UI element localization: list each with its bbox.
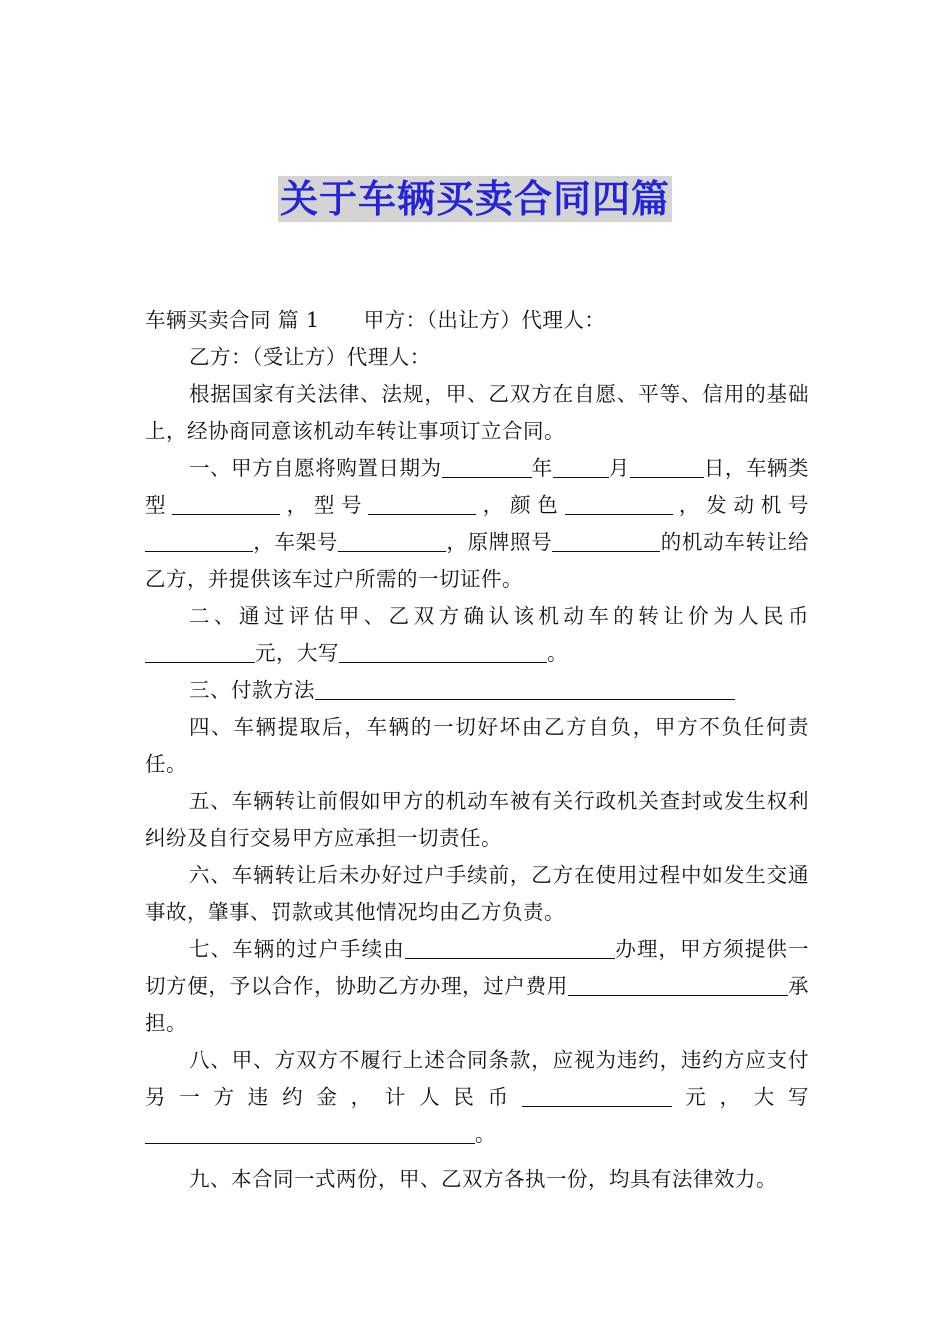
label-vehicle-type: 日，车辆类型 bbox=[145, 456, 810, 517]
clause-7 bbox=[145, 931, 809, 1042]
clause-7-end: 承担。 bbox=[145, 974, 810, 1035]
clause-8 bbox=[145, 1042, 809, 1153]
clause-3 bbox=[145, 672, 809, 709]
clause-5: 五、车辆转让前假如甲方的机动车被有关行政机关查封或发生权利纠纷及自行交易甲方应承担一切责任。 bbox=[145, 789, 809, 850]
label-plate-number: ，原牌照号 bbox=[446, 530, 553, 554]
party-b-line: 乙方：（受让方）代理人： bbox=[189, 345, 431, 369]
intro-paragraph: 根据国家有关法律、法规，甲、乙双方在自愿、平等、信用的基础上，经协商同意该机动车转让事项订立合同。 bbox=[145, 382, 809, 443]
label-model: ，型号 bbox=[280, 493, 369, 517]
label-frame-number: ，车架号 bbox=[253, 530, 339, 554]
blank-model[interactable] bbox=[368, 490, 476, 515]
document-title: 关于车辆买卖合同四篇 bbox=[279, 177, 670, 221]
blank-engine-number[interactable] bbox=[145, 527, 253, 552]
blank-purchase-year[interactable] bbox=[442, 453, 532, 478]
label-price-in-words: 元，大写 bbox=[255, 641, 339, 665]
clause-4: 四、车辆提取后，车辆的一切好坏由乙方自负，甲方不负任何责任。 bbox=[145, 715, 809, 776]
label-month: 月 bbox=[608, 456, 630, 480]
clause-1-tail: 的机动车转让给乙方，并提供该车过户所需的一切证件。 bbox=[145, 530, 810, 591]
blank-penalty-amount[interactable] bbox=[522, 1082, 672, 1107]
blank-purchase-month[interactable] bbox=[553, 453, 609, 478]
contract-body bbox=[145, 302, 809, 1198]
label-year: 年 bbox=[531, 456, 553, 480]
clause-6: 六、车辆转让后未办好过户手续前，乙方在使用过程中如发生交通事故，肇事、罚款或其他情况均由乙方负责。 bbox=[145, 863, 809, 924]
clause-2-end: 。 bbox=[547, 641, 568, 665]
clause-2 bbox=[145, 598, 809, 672]
blank-frame-number[interactable] bbox=[338, 527, 446, 552]
document-title-wrap bbox=[0, 176, 950, 222]
clause-8-end: 。 bbox=[475, 1122, 496, 1146]
blank-vehicle-type[interactable] bbox=[172, 490, 280, 515]
label-color: ，颜色 bbox=[476, 493, 565, 517]
contract-heading: 车辆买卖合同 篇 1 bbox=[145, 308, 320, 332]
blank-transfer-fee-party[interactable] bbox=[568, 971, 788, 996]
blank-plate-number[interactable] bbox=[552, 527, 660, 552]
blank-penalty-in-words[interactable] bbox=[145, 1119, 475, 1144]
label-penalty-in-words: 元，大写 bbox=[671, 1085, 810, 1109]
clause-1 bbox=[145, 450, 809, 598]
blank-color[interactable] bbox=[565, 490, 673, 515]
clause-3-text: 三、付款方法 bbox=[189, 678, 315, 702]
clause-1-text: 一、甲方自愿将购置日期为 bbox=[189, 456, 442, 480]
blank-transfer-price[interactable] bbox=[145, 638, 255, 663]
blank-purchase-day[interactable] bbox=[630, 453, 704, 478]
party-a-line: 甲方：（出让方）代理人： bbox=[363, 308, 606, 332]
blank-price-in-words[interactable] bbox=[339, 638, 547, 663]
clause-7-middle: 办理，甲方须提供一切方便，予以合作，协助乙方办理，过户费用 bbox=[145, 937, 810, 998]
blank-payment-method[interactable] bbox=[315, 675, 735, 700]
clause-9: 九、本合同一式两份，甲、乙双方各执一份，均具有法律效力。 bbox=[189, 1167, 777, 1191]
clause-7-text: 七、车辆的过户手续由 bbox=[189, 937, 405, 961]
label-engine-number: ，发动机号 bbox=[672, 493, 810, 517]
clause-8-text: 八、甲、方双方不履行上述合同条款，应视为违约，违约方应支付另一方违约金，计人民币 bbox=[145, 1048, 809, 1109]
header-line bbox=[145, 302, 809, 339]
clause-2-text: 二、通过评估甲、乙双方确认该机动车的转让价为人民币 bbox=[189, 604, 809, 628]
blank-transfer-handler[interactable] bbox=[405, 934, 615, 959]
